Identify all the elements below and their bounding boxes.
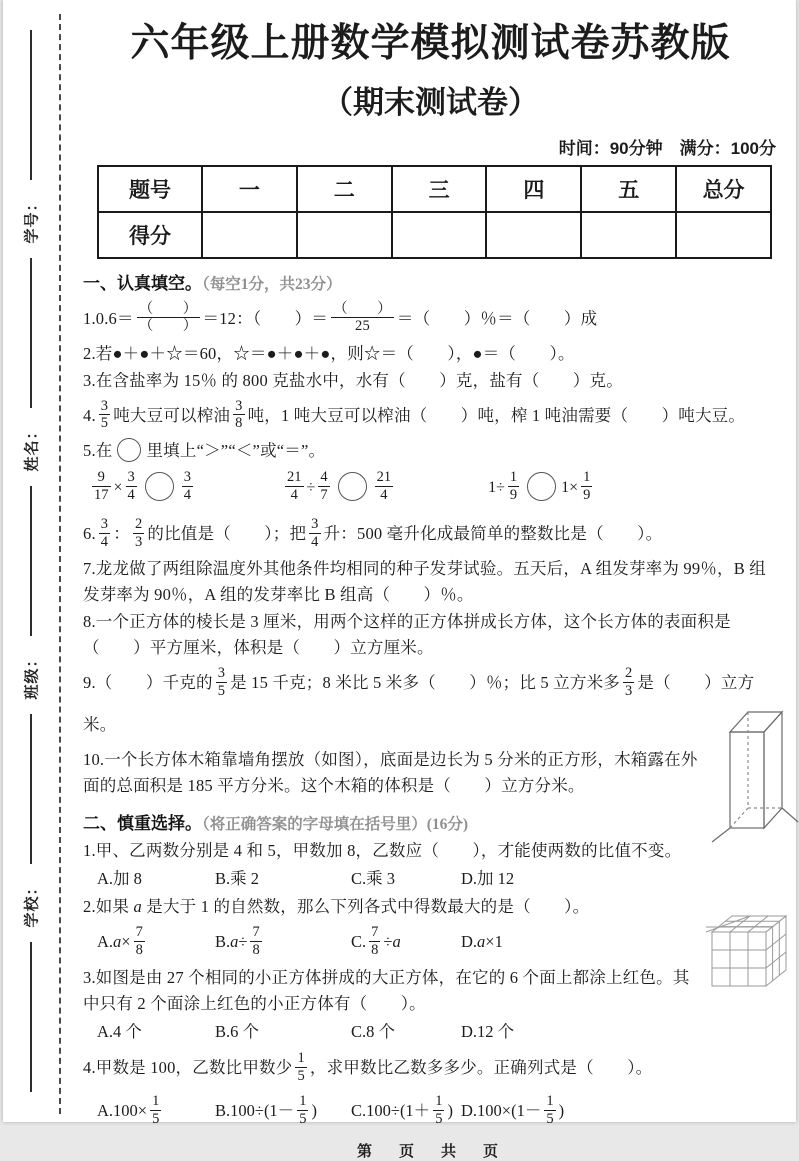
score-table-header-cell: 四 — [486, 166, 581, 212]
fraction: $\frac{7}{8}$ — [135, 924, 143, 958]
choice-option: A.100× $\frac{1}{5}$ — [97, 1093, 160, 1127]
choice-option: C.乘 3 — [351, 868, 396, 888]
compare-group-3: 1÷ $\frac{1}{9}$ 1× $\frac{1}{9}$ — [488, 469, 591, 503]
page-subtitle: （期末测试卷） — [322, 84, 539, 120]
fraction: $\frac{3}{5}$ — [100, 397, 109, 432]
choices-s2-1 — [97, 865, 778, 892]
fraction: $\frac{3}{4}$ — [183, 469, 192, 503]
question-s1-4: 4. $\frac{3}{5}$ 吨大豆可以榨油 $\frac{3}{8}$ 吨，1 吨大豆可以榨油（ ）吨，榨 1 吨油需要（ ）吨大豆。 — [83, 397, 746, 432]
fraction: $\frac{4}{7}$ — [320, 469, 328, 503]
score-table — [97, 165, 772, 259]
choice-option: D.a×1 — [461, 931, 503, 951]
fraction: $\frac{3}{4}$ — [100, 516, 109, 550]
write-line — [30, 258, 32, 408]
student-name-text: 姓名： — [23, 422, 41, 472]
score-table-header-cell: 总分 — [676, 166, 771, 212]
fraction: $\frac{( )}{( )}$ — [138, 300, 198, 335]
score-cell-empty — [202, 212, 297, 258]
question-s1-6: 6. $\frac{3}{4}$ ： $\frac{2}{3}$ 的比值是（ ）；把 $\frac{3}{4}$ 升：500 毫升化成最简单的整数比是（ ）。 — [83, 516, 663, 550]
fraction: $\frac{3}{4}$ — [127, 469, 135, 503]
compare-circle-blank — [338, 472, 367, 501]
question-s2-2: 2.如果 a 是大于 1 的自然数，那么下列各式中得数最大的是（ ）。 — [83, 896, 590, 916]
fold-dashed-line — [59, 14, 61, 1114]
student-id-label — [7, 186, 55, 252]
question-s1-7: 7.龙龙做了两组除温度外其他条件均相同的种子发芽试验。五天后，A 组发芽率为 99％，B 组发芽率为 90％，A 组的发芽率比 B 组高（ ）％。 — [83, 558, 766, 604]
student-info-strip — [3, 0, 59, 1122]
question-s1-9: 9.（ ）千克的 $\frac{3}{5}$ 是 15 千克；8 米比 5 米多（ ）％；比 5 立方米多 $\frac{2}{3}$ 是（ ）立方米。 — [83, 665, 755, 734]
compare-circle-blank — [145, 472, 174, 501]
score-cell-empty — [581, 212, 676, 258]
fraction: $\frac{9}{17}$ — [94, 469, 109, 503]
student-name-label — [7, 414, 55, 480]
footer-page-label: 第 页 共 页 — [356, 1142, 504, 1160]
compare-group-1: $\frac{9}{17}$ × $\frac{3}{4}$ $\frac{3}{4}$ — [94, 469, 192, 503]
fraction: $\frac{3}{8}$ — [235, 397, 243, 432]
fraction: $\frac{7}{8}$ — [371, 924, 379, 958]
choice-option: B.a÷ $\frac{7}{8}$ — [215, 924, 260, 958]
fraction: $\frac{21}{4}$ — [287, 469, 302, 503]
section2-note: （将正确答案的字母填在括号里）(16分) — [202, 815, 469, 833]
score-table-header-cell: 二 — [297, 166, 392, 212]
write-line — [30, 30, 32, 180]
fraction: $\frac{1}{5}$ — [435, 1093, 443, 1127]
choice-option: D.12 个 — [461, 1021, 515, 1041]
section1-title: 一、认真填空。 — [83, 273, 202, 293]
question-s1-3: 3.在含盐率为 15％ 的 800 克盐水中，水有（ ）克，盐有（ ）克。 — [83, 370, 623, 390]
fraction: $\frac{3}{4}$ — [311, 516, 319, 550]
question-s1-2: 2.若●＋●＋☆＝60，☆＝●＋●＋●，则☆＝（ ），●＝（ ）。 — [83, 343, 575, 363]
section2-heading — [83, 809, 778, 834]
section2-title: 二、慎重选择。 — [83, 813, 202, 833]
question-s1-1: 1.0.6＝ $\frac{( )}{( )}$ ＝12：（ ）＝ $\frac{( )}{25}$ ＝（ ）％＝（ ）成 — [83, 300, 598, 335]
question-s1-8: 8.一个正方体的棱长是 3 厘米，用两个这样的正方体拼成长方体，这个长方体的表面积是（ ）平方厘米，体积是（ ）立方厘米。 — [83, 611, 731, 657]
choice-option: B.100÷(1－ $\frac{1}{5}$ ) — [215, 1093, 317, 1127]
choice-option: D.100×(1－ $\frac{1}{5}$ ) — [461, 1093, 565, 1127]
score-table-score-row — [98, 212, 771, 258]
time-score-info: 时间：90分钟 满分：100分 — [558, 138, 776, 158]
score-table-header-cell: 题号 — [98, 166, 202, 212]
question-s2-4: 4.甲数是 100，乙数比甲数少 $\frac{1}{5}$ ，求甲数比乙数多多少。正确列式是（ ）。 — [83, 1050, 653, 1084]
choice-option: B.乘 2 — [215, 868, 260, 888]
fraction: $\frac{1}{9}$ — [509, 469, 518, 503]
section1-heading — [83, 269, 778, 294]
choice-option: C.100÷(1＋ $\frac{1}{5}$ ) — [351, 1093, 453, 1127]
cuboid-figure — [708, 698, 799, 846]
score-table-header-cell: 三 — [392, 166, 487, 212]
score-cell-empty — [392, 212, 487, 258]
question-s2-3: 3.如图是由 27 个相同的小正方体拼成的大正方体，在它的 6 个面上都涂上红色。其中只有 2 个面涂上红色的小正方体有（ ）。 — [83, 967, 690, 1013]
compare-circle-blank — [527, 472, 556, 501]
fraction: $\frac{1}{5}$ — [299, 1093, 307, 1127]
question-s2-1: 1.甲、乙两数分别是 4 和 5，甲数加 8，乙数应（ ），才能使两数的比值不变。 — [83, 840, 682, 860]
fraction: $\frac{21}{4}$ — [376, 469, 392, 503]
fraction: $\frac{1}{9}$ — [583, 469, 591, 503]
fraction: $\frac{1}{5}$ — [546, 1093, 554, 1127]
write-line — [30, 942, 32, 1092]
fraction: $\frac{1}{5}$ — [297, 1050, 305, 1084]
choice-option: A.4 个 — [97, 1021, 142, 1041]
score-cell-empty — [486, 212, 581, 258]
choice-option: C. $\frac{7}{8}$ ÷a — [351, 924, 401, 958]
question-s1-5: 5.在 里填上“＞”“＜”或“＝”。 — [83, 438, 778, 464]
fraction: $\frac{7}{8}$ — [252, 924, 260, 958]
paper-content — [83, 0, 778, 1161]
score-cell-empty — [297, 212, 392, 258]
score-cell-empty — [676, 212, 771, 258]
fraction: $\frac{( )}{25}$ — [333, 300, 392, 335]
fraction: $\frac{1}{5}$ — [152, 1093, 160, 1127]
write-line — [30, 486, 32, 636]
compare-circle-blank — [117, 438, 141, 462]
school-text: 学校： — [23, 878, 41, 928]
choice-option: D.加 12 — [461, 868, 515, 888]
choice-option: A.a× $\frac{7}{8}$ — [97, 924, 143, 958]
test-paper-page — [3, 0, 796, 1160]
compare-group-2: $\frac{21}{4}$ ÷ $\frac{4}{7}$ $\frac{21}{4}$ — [287, 469, 392, 503]
class-text: 班级： — [23, 650, 41, 700]
score-row-label: 得分 — [98, 212, 202, 258]
choice-option: A.加 8 — [97, 868, 142, 888]
class-label — [7, 642, 55, 708]
choice-option: C.8 个 — [351, 1021, 396, 1041]
choices-s2-2 — [97, 921, 778, 963]
fraction: $\frac{2}{3}$ — [624, 665, 633, 699]
score-table-header-cell: 五 — [581, 166, 676, 212]
score-table-header-cell: 一 — [202, 166, 297, 212]
choices-s2-4 — [97, 1090, 778, 1132]
student-id-text: 学号： — [23, 194, 41, 244]
question-s1-5-compare-row — [89, 466, 749, 510]
fraction: $\frac{2}{3}$ — [134, 516, 143, 550]
score-table-header-row — [98, 166, 771, 212]
choice-option: B.6 个 — [215, 1021, 260, 1041]
school-label — [7, 870, 55, 936]
question-s1-10: 10.一个长方体木箱靠墙角摆放（如图），底面是边长为 5 分米的正方形，木箱露在外面的总面积是 185 平方分米。这个木箱的体积是（ ）立方分米。 — [83, 749, 698, 795]
section1-note: （每空1分，共23分） — [202, 275, 342, 293]
choices-s2-3 — [97, 1018, 778, 1045]
fraction: $\frac{3}{5}$ — [217, 665, 226, 699]
cube-figure — [706, 906, 794, 990]
write-line — [30, 714, 32, 864]
page-title: 六年级上册数学模拟测试卷苏教版 — [130, 22, 731, 65]
